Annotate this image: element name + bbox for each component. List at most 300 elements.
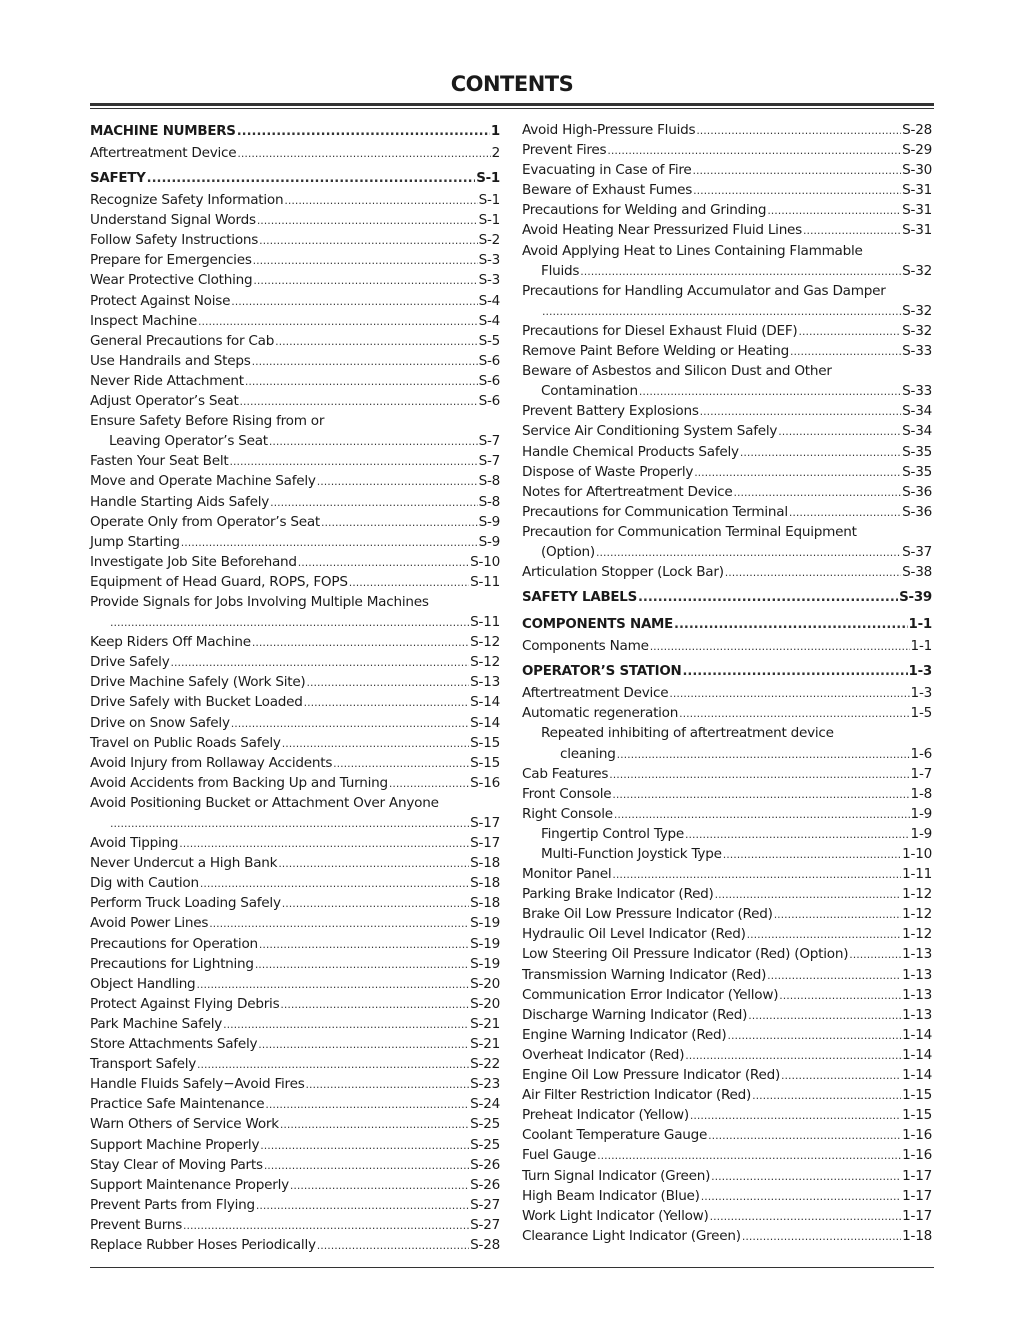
dot-leader <box>240 392 478 412</box>
dot-leader <box>198 312 478 332</box>
entry-title: Never Ride Attachment <box>90 372 244 389</box>
entry-title: Drive on Snow Safely <box>90 714 230 731</box>
dot-leader <box>333 754 469 774</box>
page-number: 1-3 <box>910 685 932 702</box>
toc-entry[interactable] <box>90 311 500 331</box>
dot-leader <box>693 161 902 181</box>
page-number: S-3 <box>478 252 500 269</box>
dot-leader <box>696 121 901 141</box>
section-title: MACHINE NUMBERS <box>90 124 236 139</box>
entry-title: Preheat Indicator (Yellow) <box>522 1107 689 1124</box>
toc-entry-text[interactable]: Avoid Positioning Bucket or Attachment Over Anyone <box>90 794 439 811</box>
toc-entry[interactable] <box>522 1045 932 1065</box>
toc-entry-text[interactable]: Provide Signals for Jobs Involving Multiple Machines <box>90 593 429 610</box>
page-number: S-8 <box>478 493 500 510</box>
entry-title: Investigate Job Site Beforehand <box>90 553 297 570</box>
page-number: S-24 <box>470 1096 500 1113</box>
toc-entry[interactable] <box>90 451 500 471</box>
entry-title: Right Console <box>522 805 613 822</box>
entry-title: Automatic regeneration <box>522 705 679 722</box>
entry-title: Operate Only from Operator’s Seat <box>90 513 321 530</box>
toc-section-heading[interactable] <box>522 586 932 609</box>
page-number: S-32 <box>902 302 932 319</box>
toc-entry[interactable] <box>90 1074 500 1094</box>
dot-leader <box>685 1046 901 1066</box>
page-number: S-27 <box>470 1196 500 1213</box>
toc-entry[interactable] <box>90 391 500 411</box>
toc-entry[interactable] <box>522 542 932 562</box>
dot-leader <box>298 553 469 573</box>
toc-entry[interactable] <box>90 954 500 974</box>
section-title: OPERATOR’S STATION <box>522 664 682 680</box>
dot-leader <box>612 865 901 885</box>
toc-entry[interactable] <box>522 985 932 1005</box>
toc-entry[interactable] <box>90 833 500 853</box>
entry-title: Fuel Gauge <box>522 1147 597 1164</box>
toc-entry[interactable] <box>522 341 932 361</box>
dot-leader <box>674 613 908 636</box>
page-number: S-35 <box>902 463 932 480</box>
entry-title: Protect Against Noise <box>90 292 231 309</box>
page-number: S-6 <box>478 393 500 410</box>
toc-entry[interactable] <box>90 733 500 753</box>
toc-entry[interactable] <box>90 331 500 351</box>
page-number: S-14 <box>470 694 500 711</box>
page-number: 1-12 <box>902 926 932 943</box>
entry-title: Service Air Conditioning System Safely <box>522 423 778 440</box>
entry-title: Dig with Caution <box>90 875 199 892</box>
toc-entry[interactable] <box>522 1145 932 1165</box>
entry-title: Drive Safely <box>90 654 170 671</box>
dot-leader <box>701 1187 901 1207</box>
toc-entry[interactable] <box>522 944 932 964</box>
entry-title: Front Console <box>522 785 612 802</box>
toc-entry[interactable] <box>522 683 932 703</box>
toc-entry[interactable] <box>90 210 500 230</box>
dot-leader <box>690 1106 901 1126</box>
page-number: 1-13 <box>902 986 932 1003</box>
toc-entry[interactable] <box>522 140 932 160</box>
dot-leader <box>711 1167 901 1187</box>
page-number: S-18 <box>470 855 500 872</box>
toc-entry[interactable] <box>90 1014 500 1034</box>
page-number: S-7 <box>478 433 500 450</box>
page-number: S-17 <box>470 815 500 831</box>
page-number: 1-17 <box>902 1167 932 1184</box>
toc-entry[interactable] <box>90 813 500 833</box>
toc-entry-text[interactable]: Avoid Applying Heat to Lines Containing Flammable <box>522 242 863 259</box>
dot-leader <box>245 372 478 392</box>
toc-entry[interactable] <box>522 1125 932 1145</box>
dot-leader <box>607 141 901 161</box>
toc-left-column <box>90 120 500 1255</box>
page-number: S-19 <box>470 935 500 952</box>
entry-title: Adjust Operator’s Seat <box>90 393 239 410</box>
toc-entry[interactable] <box>90 853 500 873</box>
toc-entry[interactable] <box>522 220 932 240</box>
toc-entry[interactable] <box>522 1186 932 1206</box>
page-number: 1-5 <box>910 705 932 722</box>
page-number: 1-1 <box>910 638 932 655</box>
toc-entry[interactable] <box>90 713 500 733</box>
toc-entry[interactable] <box>522 965 932 985</box>
toc-entry[interactable] <box>90 994 500 1014</box>
page-number: S-37 <box>902 543 932 560</box>
dot-leader <box>774 905 901 925</box>
page-number: S-20 <box>470 995 500 1012</box>
toc-entry-text[interactable]: Ensure Safety Before Rising from or <box>90 413 325 430</box>
entry-title: Warn Others of Service Work <box>90 1116 279 1133</box>
page-number: S-19 <box>470 955 500 972</box>
page-number: S-15 <box>470 754 500 771</box>
toc-entry[interactable] <box>522 864 932 884</box>
toc-entry[interactable] <box>90 532 500 552</box>
toc-entry[interactable] <box>522 764 932 784</box>
page-number: S-26 <box>470 1176 500 1193</box>
entry-title: Handle Fluids Safely−Avoid Fires <box>90 1076 305 1093</box>
page-number: 1-15 <box>902 1087 932 1104</box>
page-title: CONTENTS <box>450 72 574 96</box>
page-number: S-6 <box>478 352 500 369</box>
toc-entry-text[interactable]: Precaution for Communication Terminal Equipment <box>522 523 857 540</box>
dot-leader <box>767 201 901 221</box>
toc-entry[interactable] <box>522 884 932 904</box>
toc-entry[interactable] <box>90 692 500 712</box>
page-number: S-13 <box>470 674 500 691</box>
page-number: 2 <box>491 145 500 161</box>
toc-entry[interactable] <box>522 904 932 924</box>
toc-entry[interactable] <box>90 291 500 311</box>
entry-title: Articulation Stopper (Lock Bar) <box>522 564 724 581</box>
page-number: 1-12 <box>902 886 932 903</box>
page-number: S-33 <box>902 343 932 360</box>
page-number: S-9 <box>478 533 500 550</box>
entry-title: Travel on Public Roads Safely <box>90 734 281 751</box>
toc-entry[interactable] <box>522 1085 932 1105</box>
toc-entry[interactable] <box>90 873 500 893</box>
entry-title: Precautions for Operation <box>90 935 258 952</box>
toc-entry[interactable] <box>90 1094 500 1114</box>
dot-leader <box>200 874 469 894</box>
page-number: S-3 <box>478 272 500 289</box>
toc-entry[interactable] <box>90 1235 500 1255</box>
entry-title: Wear Protective Clothing <box>90 272 253 289</box>
page-number: S-18 <box>470 895 500 912</box>
entry-title: Precautions for Lightning <box>90 955 254 972</box>
dot-leader <box>596 543 901 563</box>
toc-section-heading[interactable] <box>522 660 932 683</box>
page-number: 1-3 <box>908 664 932 680</box>
toc-entry[interactable] <box>522 502 932 522</box>
dot-leader <box>685 825 910 845</box>
toc-entry[interactable] <box>522 321 932 341</box>
dot-leader <box>278 854 469 874</box>
page-number: S-6 <box>478 372 500 389</box>
section-title: COMPONENTS NAME <box>522 617 674 633</box>
dot-leader <box>253 271 477 291</box>
toc-entry[interactable] <box>522 180 932 200</box>
entry-title: Low Steering Oil Pressure Indicator (Red) (Option) <box>522 946 849 963</box>
toc-entry[interactable] <box>522 261 932 281</box>
toc-entry[interactable] <box>522 562 932 582</box>
toc-entry[interactable] <box>90 230 500 250</box>
toc-entry[interactable] <box>90 431 500 451</box>
toc-entry[interactable] <box>90 512 500 532</box>
dot-leader <box>389 774 469 794</box>
page-number: 1-13 <box>902 946 932 963</box>
entry-title: Air Filter Restriction Indicator (Red) <box>522 1087 752 1104</box>
top-rule <box>90 103 934 106</box>
page-number: S-17 <box>470 835 500 852</box>
section-title: SAFETY <box>90 171 146 187</box>
toc-entry[interactable] <box>522 924 932 944</box>
toc-entry[interactable] <box>522 1226 932 1246</box>
entry-title: Avoid Accidents from Backing Up and Turning <box>90 774 388 791</box>
entry-title: Multi-Function Joystick Type <box>541 846 722 862</box>
toc-entry[interactable] <box>522 1005 932 1025</box>
entry-title: Protect Against Flying Debris <box>90 995 280 1012</box>
entry-title: High Beam Indicator (Blue) <box>522 1187 700 1204</box>
dot-leader <box>260 1136 469 1156</box>
toc-entry[interactable] <box>90 1195 500 1215</box>
dot-leader <box>171 653 470 673</box>
dot-leader <box>803 221 901 241</box>
page-number: S-1 <box>478 212 500 229</box>
toc-entry[interactable] <box>90 270 500 290</box>
entry-title: Avoid Injury from Rollaway Accidents <box>90 754 333 771</box>
toc-entry[interactable] <box>522 1105 932 1125</box>
entry-title: Prevent Fires <box>522 142 607 159</box>
dot-leader <box>790 342 901 362</box>
toc-entry-text[interactable]: Repeated inhibiting of aftertreatment device <box>541 725 834 742</box>
dot-leader <box>700 402 902 422</box>
dot-leader <box>693 181 901 201</box>
dot-leader <box>542 302 901 322</box>
dot-leader <box>282 734 469 754</box>
entry-title: Drive Safely with Bucket Loaded <box>90 694 303 711</box>
toc-entry[interactable] <box>90 773 500 793</box>
entry-title: Turn Signal Indicator (Green) <box>522 1167 711 1184</box>
toc-entry[interactable] <box>90 572 500 592</box>
entry-title: Fingertip Control Type <box>541 825 685 842</box>
dot-leader <box>147 167 476 190</box>
toc-entry[interactable] <box>90 250 500 270</box>
entry-title: Keep Riders Off Machine <box>90 634 251 651</box>
entry-title: Precautions for Diesel Exhaust Fluid (DEF) <box>522 322 798 339</box>
page-number: 1-14 <box>902 1026 932 1043</box>
toc-entry[interactable] <box>522 784 932 804</box>
dot-leader <box>258 1035 469 1055</box>
dot-leader <box>282 894 469 914</box>
toc-entry[interactable] <box>522 804 932 824</box>
dot-leader <box>231 714 469 734</box>
toc-entry[interactable] <box>90 974 500 994</box>
page-number: S-28 <box>902 122 932 138</box>
toc-entry[interactable] <box>90 1114 500 1134</box>
page-number: S-31 <box>902 202 932 219</box>
page-number: S-11 <box>470 614 500 631</box>
dot-leader <box>727 1026 901 1046</box>
entry-title: Avoid Power Lines <box>90 915 209 932</box>
dot-leader <box>742 1227 901 1247</box>
entry-title: Leaving Operator’s Seat <box>109 433 268 450</box>
toc-entry[interactable] <box>522 421 932 441</box>
entry-title: Prevent Parts from Flying <box>90 1196 255 1213</box>
toc-entry[interactable] <box>522 381 932 401</box>
dot-leader <box>209 914 469 934</box>
page-number: S-32 <box>902 322 932 339</box>
entry-title: Follow Safety Instructions <box>90 232 259 249</box>
page-number: 1-16 <box>902 1147 932 1164</box>
toc-entry[interactable] <box>522 824 932 844</box>
dot-leader <box>110 613 469 633</box>
dot-leader <box>307 673 470 693</box>
toc-entry[interactable] <box>522 1025 932 1045</box>
toc-entry[interactable] <box>90 632 500 652</box>
page-number: S-34 <box>902 403 932 420</box>
page-number: S-30 <box>902 162 932 179</box>
dot-leader <box>284 191 477 211</box>
toc-entry[interactable] <box>522 462 932 482</box>
entry-title: Move and Operate Machine Safely <box>90 473 316 490</box>
dot-leader <box>781 1066 901 1086</box>
entry-title: Store Attachments Safely <box>90 1036 258 1053</box>
dot-leader <box>197 1055 469 1075</box>
toc-entry[interactable] <box>522 160 932 180</box>
entry-title: Transport Safely <box>90 1056 197 1073</box>
entry-title: Work Light Indicator (Yellow) <box>522 1207 709 1224</box>
dot-leader <box>614 805 910 825</box>
dot-leader <box>265 1095 469 1115</box>
dot-leader <box>253 251 478 271</box>
entry-title: Aftertreatment Device <box>522 685 669 702</box>
page-number: S-20 <box>470 975 500 992</box>
page-number: S-22 <box>470 1056 500 1073</box>
page-number: S-36 <box>902 503 932 520</box>
dot-leader <box>638 586 898 609</box>
top-rule-thin <box>90 108 934 109</box>
entry-title: Aftertreatment Device <box>90 145 237 161</box>
dot-leader <box>748 1006 901 1026</box>
dot-leader <box>725 563 901 583</box>
toc-entry[interactable] <box>522 200 932 220</box>
entry-title: Engine Oil Low Pressure Indicator (Red) <box>522 1067 781 1084</box>
toc-entry[interactable] <box>90 934 500 954</box>
dot-leader <box>252 633 469 653</box>
toc-entry[interactable] <box>522 1065 932 1085</box>
entry-title: Components Name <box>522 638 649 655</box>
toc-entry[interactable] <box>522 844 932 864</box>
entry-title: Cab Features <box>522 765 609 782</box>
toc-section-heading[interactable] <box>90 167 500 190</box>
page-number: S-4 <box>478 312 500 329</box>
dot-leader <box>306 1075 470 1095</box>
toc-entry[interactable] <box>522 1206 932 1226</box>
entry-title: Inspect Machine <box>90 312 197 329</box>
toc-entry[interactable] <box>90 913 500 933</box>
toc-entry[interactable] <box>90 552 500 572</box>
entry-title: Handle Starting Aids Safely <box>90 493 270 510</box>
toc-entry[interactable] <box>522 744 932 764</box>
toc-entry[interactable] <box>522 636 932 656</box>
toc-entry[interactable] <box>90 471 500 491</box>
toc-entry[interactable] <box>522 703 932 723</box>
toc-entry[interactable] <box>522 482 932 502</box>
toc-entry[interactable] <box>90 1155 500 1175</box>
entry-title: Perform Truck Loading Safely <box>90 895 281 912</box>
dot-leader <box>256 1196 469 1216</box>
toc-entry[interactable] <box>90 1175 500 1195</box>
toc-entry[interactable] <box>90 652 500 672</box>
toc-entry[interactable] <box>522 442 932 462</box>
page-number: S-15 <box>470 734 500 751</box>
toc-entry[interactable] <box>90 753 500 773</box>
entry-title: Contamination <box>541 383 638 400</box>
toc-entry-text[interactable]: Precautions for Handling Accumulator and Gas Damper <box>522 282 886 299</box>
entry-title: Park Machine Safely <box>90 1015 223 1032</box>
toc-entry[interactable] <box>90 143 500 163</box>
page-number: S-32 <box>902 262 932 279</box>
page-number: 1-9 <box>910 805 932 822</box>
toc-entry[interactable] <box>90 893 500 913</box>
page-number: 1-13 <box>902 966 932 983</box>
page-number: S-38 <box>902 564 932 581</box>
dot-leader <box>321 513 478 533</box>
entry-title: Fasten Your Seat Belt <box>90 453 229 470</box>
toc-entry[interactable] <box>522 301 932 321</box>
toc-entry[interactable] <box>90 672 500 692</box>
page-number: S-19 <box>470 915 500 932</box>
toc-section-heading[interactable] <box>90 120 500 143</box>
page-number: S-5 <box>478 332 500 349</box>
toc-entry[interactable] <box>522 120 932 140</box>
entry-title: Prevent Burns <box>90 1216 183 1233</box>
toc-entry[interactable] <box>522 401 932 421</box>
page-number: S-35 <box>902 443 932 460</box>
dot-leader <box>849 945 901 965</box>
toc-entry[interactable] <box>90 190 500 210</box>
entry-title: Never Undercut a High Bank <box>90 855 278 872</box>
entry-title: Object Handling <box>90 975 196 992</box>
toc-entry[interactable] <box>90 1135 500 1155</box>
toc-entry[interactable] <box>90 612 500 632</box>
toc-entry[interactable] <box>90 371 500 391</box>
entry-title: Engine Warning Indicator (Red) <box>522 1026 727 1043</box>
entry-title: Overheat Indicator (Red) <box>522 1046 685 1063</box>
page-number: 1-9 <box>910 825 932 842</box>
page-number: S-12 <box>470 654 500 671</box>
toc-entry-text[interactable]: Beware of Asbestos and Silicon Dust and Other <box>522 363 832 380</box>
toc-entry[interactable] <box>90 1215 500 1235</box>
page-number: 1-8 <box>910 785 932 802</box>
entry-title: Prevent Battery Explosions <box>522 403 699 420</box>
toc-entry[interactable] <box>90 351 500 371</box>
toc-entry[interactable] <box>90 1054 500 1074</box>
page-number: 1-12 <box>902 906 932 923</box>
page-number: S-11 <box>470 573 500 590</box>
entry-title: Parking Brake Indicator (Red) <box>522 886 714 903</box>
entry-title: Stay Clear of Moving Parts <box>90 1156 263 1173</box>
dot-leader <box>317 472 478 492</box>
entry-title: Discharge Warning Indicator (Red) <box>522 1006 748 1023</box>
toc-entry[interactable] <box>522 1166 932 1186</box>
toc-entry[interactable] <box>90 1034 500 1054</box>
page-number: S-33 <box>902 383 932 400</box>
toc-section-heading[interactable] <box>522 613 932 636</box>
page-number: 1-13 <box>902 1006 932 1023</box>
toc-entry[interactable] <box>90 492 500 512</box>
dot-leader <box>723 845 901 865</box>
